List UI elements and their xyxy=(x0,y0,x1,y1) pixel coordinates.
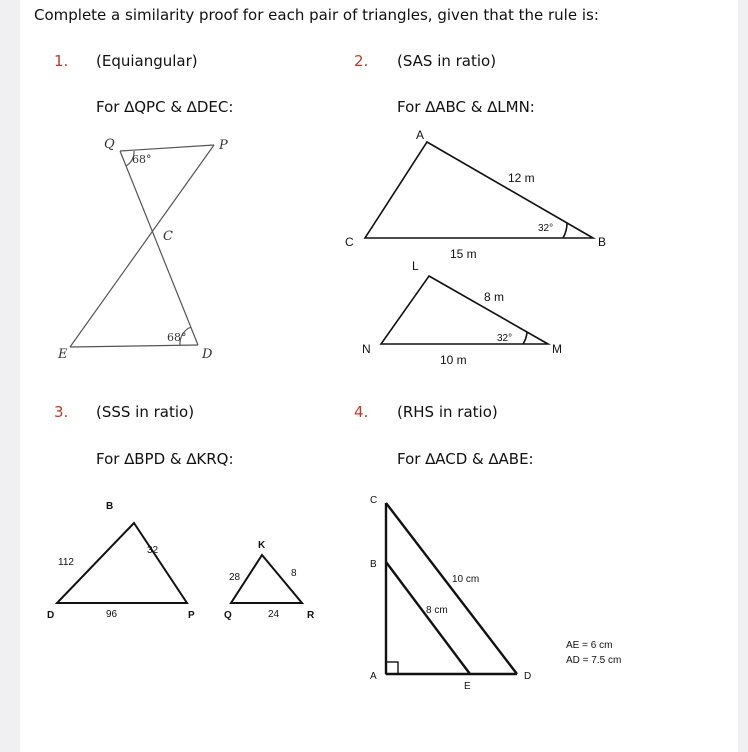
given-AD: AD = 7.5 cm xyxy=(566,655,622,666)
question-4-for: For ∆ACD & ∆ABE: xyxy=(397,450,534,468)
segment-ED xyxy=(70,345,198,347)
question-2-number: 2. xyxy=(354,52,369,70)
label-E4: E xyxy=(464,681,471,692)
side-label-BP: 32 xyxy=(147,545,159,556)
label-B3: B xyxy=(106,501,114,512)
label-M: M xyxy=(552,342,562,356)
segment-PE xyxy=(70,145,214,347)
side-label-BE: 8 cm xyxy=(426,605,448,616)
label-L: L xyxy=(412,259,419,273)
label-D3: D xyxy=(47,610,55,621)
angle-label-M: 32° xyxy=(497,333,513,344)
angle-arc-B xyxy=(563,223,567,238)
triangle-ABC xyxy=(365,142,593,238)
figure-2 xyxy=(365,142,593,344)
figure-3 xyxy=(57,523,302,603)
side-label-CB: 15 m xyxy=(450,247,477,261)
figure-1 xyxy=(70,145,214,347)
question-3-for: For ∆BPD & ∆KRQ: xyxy=(96,450,234,468)
side-label-KR: 8 xyxy=(291,568,297,579)
segment-QP xyxy=(120,145,214,151)
label-D: D xyxy=(202,347,213,362)
label-P: P xyxy=(219,138,228,153)
triangle-BPD xyxy=(57,523,187,603)
instructions-text: Complete a similarity proof for each pair of triangles, given that the rule is: xyxy=(34,6,599,24)
question-1-for: For ∆QPC & ∆DEC: xyxy=(96,98,234,116)
figure-4 xyxy=(386,503,517,674)
label-A4: A xyxy=(370,671,377,682)
question-3-number: 3. xyxy=(54,403,69,421)
label-K: K xyxy=(258,540,266,551)
label-C: C xyxy=(163,229,173,244)
label-C4: C xyxy=(370,495,378,506)
side-label-LM: 8 m xyxy=(484,290,505,304)
side-label-DP: 96 xyxy=(106,609,118,620)
segment-QD xyxy=(120,151,198,345)
question-2-for: For ∆ABC & ∆LMN: xyxy=(397,98,535,116)
label-C2: C xyxy=(345,235,354,249)
side-label-AB: 12 m xyxy=(508,171,535,185)
angle-arc-M xyxy=(523,332,527,344)
angle-label-B: 32° xyxy=(538,223,554,234)
side-label-NM: 10 m xyxy=(440,353,467,367)
triangle-KRQ xyxy=(231,555,302,603)
side-label-CD: 10 cm xyxy=(452,574,480,585)
question-4-rule: (RHS in ratio) xyxy=(397,403,498,421)
right-angle-marker xyxy=(386,662,398,674)
label-Q3: Q xyxy=(224,610,232,621)
question-3-rule: (SSS in ratio) xyxy=(96,403,195,421)
side-label-QR: 24 xyxy=(268,609,280,620)
label-B: B xyxy=(598,235,607,249)
label-B4: B xyxy=(370,559,377,570)
label-R: R xyxy=(307,610,315,621)
side-label-QK: 28 xyxy=(229,572,241,583)
label-A: A xyxy=(416,128,425,142)
triangle-LMN xyxy=(381,276,548,344)
side-label-DB: 112 xyxy=(58,557,74,568)
question-1-rule: (Equiangular) xyxy=(96,52,198,70)
label-E: E xyxy=(58,347,68,362)
label-Q: Q xyxy=(104,137,115,152)
label-N: N xyxy=(362,342,371,356)
angle-label-D: 68° xyxy=(167,331,187,344)
question-1-number: 1. xyxy=(54,52,69,70)
question-2-rule: (SAS in ratio) xyxy=(397,52,497,70)
question-4-number: 4. xyxy=(354,403,369,421)
label-P3: P xyxy=(188,610,195,621)
label-D4: D xyxy=(524,671,532,682)
given-AE: AE = 6 cm xyxy=(566,640,613,651)
angle-label-Q: 68° xyxy=(132,153,152,166)
